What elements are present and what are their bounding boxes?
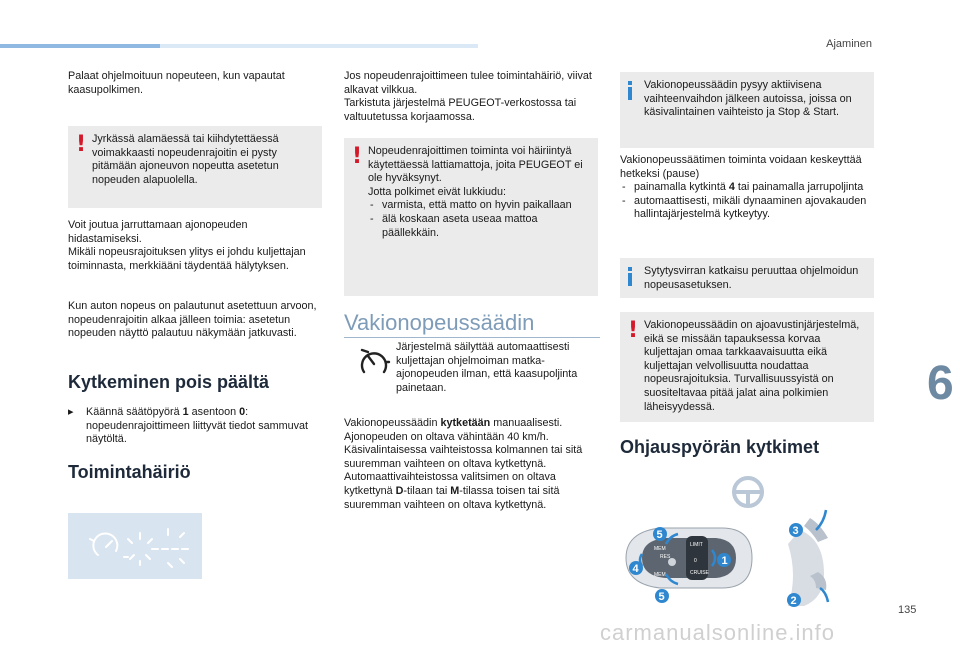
- warning-box: [344, 138, 598, 296]
- paragraph-group: [344, 417, 600, 512]
- watermark: carmanualsonline.info: [600, 620, 836, 645]
- paragraph-group: [620, 154, 876, 222]
- heading-cruise-control: Vakionopeussäädin: [344, 310, 535, 335]
- paragraph: Käsivalintaisessa vaihteistossa kolmannen tai sitä suuremman vaihteen on oltava kytkettynä.: [344, 444, 583, 470]
- svg-text:5: 5: [656, 529, 663, 541]
- warning-box: [68, 126, 322, 208]
- stalk-label: RES: [660, 554, 671, 560]
- section-title: Ajaminen: [826, 38, 872, 50]
- list-item: - varmista, että matto on hyvin paikallaan: [368, 199, 590, 213]
- warning-icon: !: [628, 318, 639, 343]
- info-text: Sytytysvirran katkaisu peruuttaa ohjelmoidun nopeusasetuksen.: [644, 265, 859, 291]
- info-icon: [628, 267, 632, 286]
- warning-text: Nopeudenrajoittimen toiminta voi häiriintyä käytettäessä lattiamattoja, joita PEUGEOT ei ole hyväksynyt. Jotta polkimet eivät lukkiudu: - varmista, että matto on hyvin paikallaan - älä koskaan aseta useaa mattoa päällekkäin.: [368, 145, 590, 240]
- paragraph: Vakionopeussäätimen toiminta voidaan keskeyttää hetkeksi (pause): [620, 154, 862, 180]
- list-item: - automaattisesti, mikäli dynaaminen ajovakauden hallintajärjestelmä kytkeytyy.: [620, 195, 876, 222]
- stalk-label: MEM: [654, 572, 666, 578]
- list-item: - älä koskaan aseta useaa mattoa päällekkäin.: [368, 213, 590, 240]
- heading-switch-off: Kytkeminen pois päältä: [68, 372, 270, 392]
- info-text: Vakionopeussäädin pysyy aktiivisena vaihteenvaihdon jälkeen autoissa, joissa on käsivalintainen vaihteisto ja Stop & Start.: [644, 79, 852, 119]
- stalk-label: LIMIT: [690, 542, 703, 548]
- paragraph: Automaattivaihteistossa valitsimen on oltava kytkettynä D-tilaan tai M-tilassa toisen tai sitä suuremman vaihteen on oltava kytkettynä.: [344, 471, 560, 511]
- info-box: [620, 72, 874, 148]
- steering-wheel-icon: [734, 478, 762, 506]
- top-rule-accent: [0, 44, 160, 48]
- stalk-label: MEM: [654, 546, 666, 552]
- heading-steering-controls: Ohjauspyörän kytkimet: [620, 437, 820, 457]
- fault-display-illustration: [68, 513, 202, 579]
- page-number: 135: [898, 604, 917, 616]
- paragraph: Palaat ohjelmoituun nopeuteen, kun vapautat kaasupolkimen.: [68, 70, 285, 96]
- paragraph: Voit joutua jarruttamaan ajonopeuden hidastamiseksi.: [68, 219, 248, 245]
- heading-fault: Toimintahäiriö: [68, 462, 191, 482]
- svg-text:1: 1: [721, 555, 728, 567]
- speedometer-fault-icon: [68, 513, 202, 579]
- warning-icon: !: [352, 144, 363, 169]
- cruise-stalk: [626, 528, 752, 588]
- warning-box: [620, 312, 874, 422]
- steering-controls-illustration: [620, 470, 870, 612]
- stalk-label: CRUISE: [690, 570, 709, 576]
- stalk-label: 0: [694, 558, 697, 564]
- svg-text:5: 5: [658, 591, 665, 603]
- cruise-intro: Järjestelmä säilyttää automaattisesti kuljettajan ohjelmoiman matka-ajonopeuden ilman, että kaasupoljinta painetaan.: [396, 341, 578, 394]
- chapter-number: 6: [927, 357, 954, 410]
- svg-text:2: 2: [790, 595, 797, 607]
- instruction: ▸ Käännä säätöpyörä 1 asentoon 0: nopeudenrajoittimeen liittyvät tiedot sammuvat näytöltä.: [68, 406, 309, 446]
- list-item: - painamalla kytkintä 4 tai painamalla jarrupoljinta: [620, 181, 876, 195]
- info-box: [620, 258, 874, 298]
- paragraph-group: [344, 70, 600, 124]
- paragraph: Kun auton nopeus on palautunut asetettuun arvoon, nopeudenrajoitin alkaa jälleen toimia: asetetun nopeuden näyttö palautuu näkymään jatkuvasti.: [68, 300, 317, 340]
- svg-text:4: 4: [632, 563, 639, 575]
- paragraph: Jos nopeudenrajoittimeen tulee toimintahäiriö, viivat alkavat vilkkua.: [344, 70, 592, 96]
- info-icon: [628, 81, 632, 100]
- paragraph: Vakionopeussäädin kytketään manuaalisesti.: [344, 417, 563, 429]
- paragraph-group: [68, 219, 324, 273]
- paragraph: Tarkistuta järjestelmä PEUGEOT-verkostossa tai valtuutetussa korjaamossa.: [344, 97, 577, 123]
- cruise-control-icon: [356, 344, 392, 380]
- arrow-bullet-icon: ▸: [68, 406, 74, 418]
- warning-text: Jyrkässä alamäessä tai kiihdytettäessä voimakkaasti nopeudenrajoitin ei pysty pitämään ajoneuvon nopeutta asetetun nopeuden alapuolella.: [92, 133, 279, 186]
- paragraph: Ajonopeuden on oltava vähintään 40 km/h.: [344, 430, 549, 443]
- warning-icon: !: [76, 132, 87, 157]
- svg-text:3: 3: [792, 525, 799, 537]
- warning-text: Vakionopeussäädin on ajoavustinjärjestelmä, eikä se missään tapauksessa korvaa kuljettajan omaa tarkkaavaisuutta eikä kuljettajan velvollisuutta noudattaa nopeusrajoituksia. Turvallisuussyistä on suositeltavaa pitää jalat aina polkimien läheisyydessä.: [644, 319, 860, 413]
- divider: [344, 337, 600, 338]
- paragraph: Mikäli nopeusrajoituksen ylitys ei johdu kuljettajan toiminnasta, merkkiääni täydentää hälytyksen.: [68, 246, 306, 272]
